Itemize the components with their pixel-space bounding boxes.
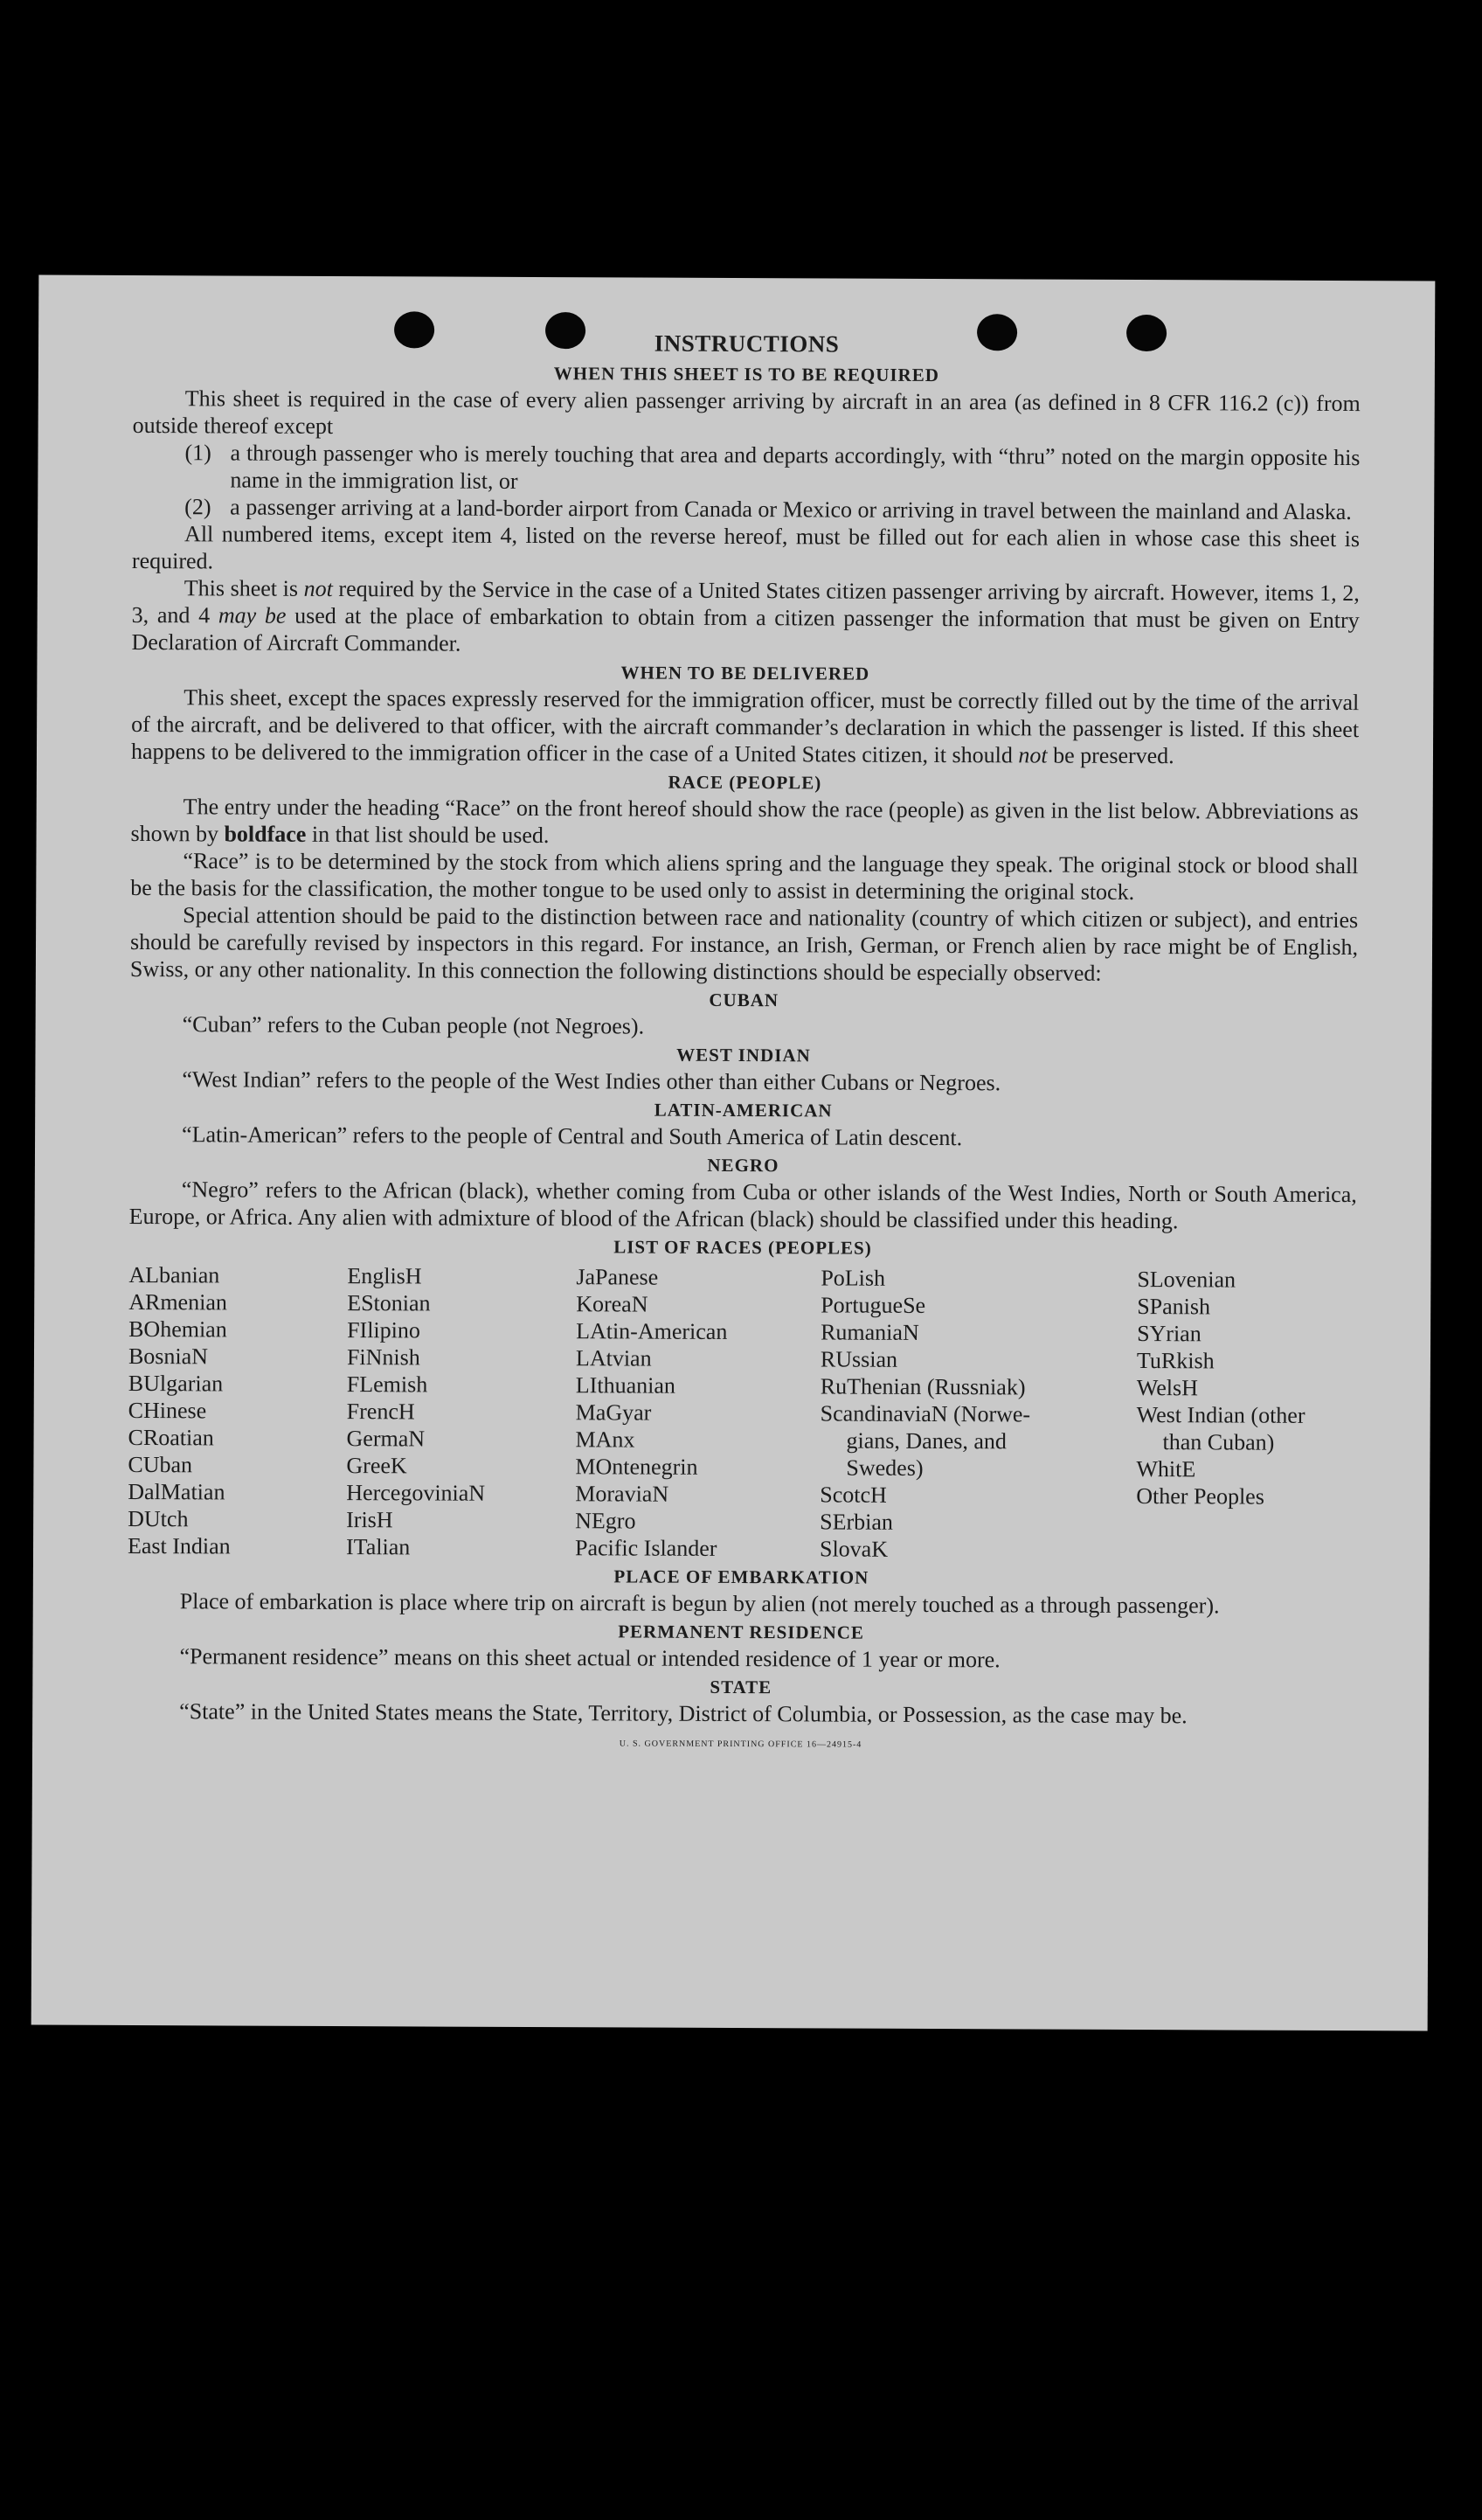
paragraph: “Cuban” refers to the Cuban people (not Negroes).: [182, 1011, 645, 1039]
text-run: used at the place of embarkation to obtain from a citizen passenger the information that must be given on Entry Declaration of Aircraft Commander.: [131, 602, 1360, 656]
race-entry: RuThenian (Russniak): [820, 1373, 1026, 1400]
race-entry: ALbanian: [128, 1261, 220, 1288]
paragraph: “Permanent residence” means on this sheet actual or intended residence of 1 year or more.: [179, 1643, 1001, 1673]
section-heading: LIST OF RACES (PEOPLES): [613, 1236, 872, 1259]
race-column: [1136, 1266, 1355, 1565]
race-entry: PortugueSe: [821, 1292, 926, 1318]
item-text: a through passenger who is merely touching that area and departs accordingly, with “thru” noted on the margin opposite his name in the immigration list, or: [230, 440, 1361, 494]
punch-hole: [545, 312, 585, 349]
punch-hole: [1126, 315, 1167, 351]
race-entry: ScandinaviaN (Norwe-: [820, 1400, 1031, 1427]
race-entry: IrisH: [346, 1507, 393, 1533]
race-column: [346, 1262, 576, 1561]
race-entry: EnglisH: [347, 1263, 422, 1289]
instruction-sheet: [31, 275, 1436, 2031]
race-entry: BUlgarian: [128, 1370, 224, 1397]
item-number: (2): [184, 494, 211, 520]
race-list: [128, 1261, 1356, 1565]
race-entry: Pacific Islander: [574, 1535, 717, 1561]
paragraph: Place of embarkation is place where trip on aircraft is begun by alien (not merely touched as a through passenger).: [179, 1588, 1220, 1619]
section-heading: WHEN THIS SHEET IS TO BE REQUIRED: [553, 363, 939, 386]
race-entry: MAnx: [575, 1427, 635, 1453]
race-entry: FiNnish: [346, 1344, 420, 1371]
race-entry: SlovaK: [819, 1536, 889, 1562]
section-heading: RACE (PEOPLE): [668, 771, 822, 794]
printer-imprint: U. S. GOVERNMENT PRINTING OFFICE 16—24915-4: [619, 1739, 862, 1750]
race-column: [128, 1261, 347, 1560]
text-run: This sheet, except the spaces expressly reserved for the immigration officer, must be correctly filled out by the time of the arrival of the aircraft, and be delivered to that officer, with the aircraft commander’s declaration in which the passenger is listed. If this sheet happens to be delivered to the immigration officer in the case of a United States citizen, it should: [130, 684, 1360, 768]
race-entry: DalMatian: [128, 1478, 225, 1505]
race-entry: MoraviaN: [575, 1481, 669, 1507]
race-entry: MaGyar: [575, 1399, 652, 1426]
section-heading: LATIN-AMERICAN: [654, 1099, 833, 1121]
race-entry: KoreaN: [576, 1291, 648, 1317]
race-entry: RUssian: [820, 1346, 898, 1372]
text-run: be preserved.: [1047, 742, 1174, 769]
race-entry: GermaN: [346, 1426, 426, 1452]
section-heading: WHEN TO BE DELIVERED: [620, 662, 870, 684]
section-heading: CUBAN: [709, 989, 779, 1011]
text-run: in that list should be used.: [306, 821, 550, 849]
race-entry: FrencH: [346, 1399, 415, 1425]
emphasis: not: [1018, 742, 1048, 768]
paragraph: “Latin-American” refers to the people of Central and South America of Latin descent.: [182, 1121, 963, 1151]
item-text: a passenger arriving at a land-border airport from Canada or Mexico or arriving in travel between the mainland and Alaska.: [230, 494, 1352, 525]
paragraph: “State” in the United States means the State, Territory, District of Columbia, or Possession, as the case may be.: [179, 1698, 1188, 1729]
race-entry: CRoatian: [128, 1424, 214, 1451]
section-heading: PERMANENT RESIDENCE: [618, 1621, 865, 1643]
race-entry: TuRkish: [1136, 1348, 1215, 1374]
emphasis: not: [303, 575, 333, 601]
race-entry: PoLish: [821, 1265, 886, 1291]
race-entry: than Cuban): [1162, 1429, 1275, 1455]
punch-hole: [394, 311, 434, 348]
race-entry: ARmenian: [128, 1288, 227, 1316]
race-column: [820, 1264, 1137, 1564]
paragraph: [131, 793, 1359, 852]
race-entry: NEgro: [575, 1508, 636, 1534]
race-entry: BosniaN: [128, 1343, 209, 1370]
paragraph: [131, 684, 1359, 770]
race-entry: ITalian: [345, 1534, 411, 1560]
punch-hole: [977, 314, 1017, 351]
race-entry: CUban: [128, 1451, 193, 1478]
race-entry: WelsH: [1136, 1375, 1199, 1401]
section-heading: PLACE OF EMBARKATION: [613, 1565, 869, 1588]
race-entry: Swedes): [846, 1454, 924, 1481]
page-title: INSTRUCTIONS: [654, 330, 840, 358]
race-entry: West Indian (other: [1136, 1402, 1305, 1428]
paragraph: “Race” is to be determined by the stock from which aliens spring and the language they speak. The original stock or blood shall be the basis for the classification, the mother tongue to be used only to assist in determining the original stock.: [130, 848, 1359, 906]
paragraph: “West Indian” refers to the people of the West Indies other than either Cubans or Negroes.: [182, 1066, 1001, 1096]
section-heading: STATE: [710, 1676, 772, 1698]
race-entry: DUtch: [128, 1505, 189, 1532]
text-run: This sheet is: [184, 575, 304, 601]
race-entry: LAtin-American: [576, 1318, 728, 1344]
text-run: The entry under the heading “Race” on the front hereof should show the race (people) as given in the list below. Abbreviations as shown by: [130, 794, 1359, 847]
race-entry: ScotcH: [820, 1482, 887, 1508]
paragraph: Special attention should be paid to the distinction between race and nationality (country of which citizen or subject), and entries should be carefully revised by inspectors in this regard. For instance, an Irish, German, or French alien by race might be of English, Swiss, or any other nationality. In this connection the following distinctions should be especially observed:: [129, 902, 1359, 986]
race-entry: HercegoviniaN: [346, 1480, 486, 1506]
race-entry: East Indian: [127, 1532, 231, 1559]
section-heading: WEST INDIAN: [676, 1044, 811, 1066]
race-entry: SLovenian: [1137, 1267, 1236, 1293]
race-entry: gians, Danes, and: [846, 1427, 1008, 1454]
race-entry: EStonian: [347, 1290, 431, 1316]
race-entry: MOntenegrin: [575, 1454, 698, 1480]
race-entry: FLemish: [346, 1371, 428, 1398]
race-entry: JaPanese: [576, 1264, 659, 1290]
race-entry: CHinese: [128, 1397, 207, 1424]
bold-text: boldface: [224, 821, 307, 847]
item-number: (1): [184, 440, 211, 466]
race-entry: SYrian: [1137, 1321, 1202, 1347]
race-column: [575, 1263, 821, 1562]
race-entry: BOhemian: [128, 1316, 227, 1343]
paragraph: This sheet is required in the case of every alien passenger arriving by aircraft in an area (as defined in 8 CFR 116.2 (c)) from outside thereof except: [132, 385, 1361, 439]
paragraph: All numbered items, except item 4, listed on the reverse hereof, must be filled out for each alien in whose case this sheet is required.: [131, 521, 1361, 574]
race-entry: SPanish: [1137, 1294, 1211, 1320]
section-heading: NEGRO: [707, 1154, 779, 1177]
emphasis: may be: [218, 602, 287, 628]
race-entry: LAtvian: [575, 1345, 652, 1371]
race-entry: WhitE: [1136, 1456, 1196, 1482]
race-entry: SErbian: [820, 1509, 893, 1535]
race-entry: RumaniaN: [821, 1319, 919, 1345]
race-entry: FIlipino: [347, 1317, 420, 1343]
race-entry: Other Peoples: [1136, 1483, 1264, 1510]
race-entry: LIthuanian: [575, 1372, 675, 1399]
paragraph: [131, 574, 1359, 661]
paragraph: “Negro” refers to the African (black), whether coming from Cuba or other islands of the West Indies, North or South America, Europe, or Africa. Any alien with admixture of blood of the African (black) should be classified under this heading.: [128, 1177, 1357, 1234]
list-item: [184, 439, 1360, 498]
text-run: required by the Service in the case of a United States citizen passenger arriving by aircraft. However, items 1, 2, 3, and 4: [131, 575, 1360, 628]
race-entry: GreeK: [346, 1453, 407, 1479]
